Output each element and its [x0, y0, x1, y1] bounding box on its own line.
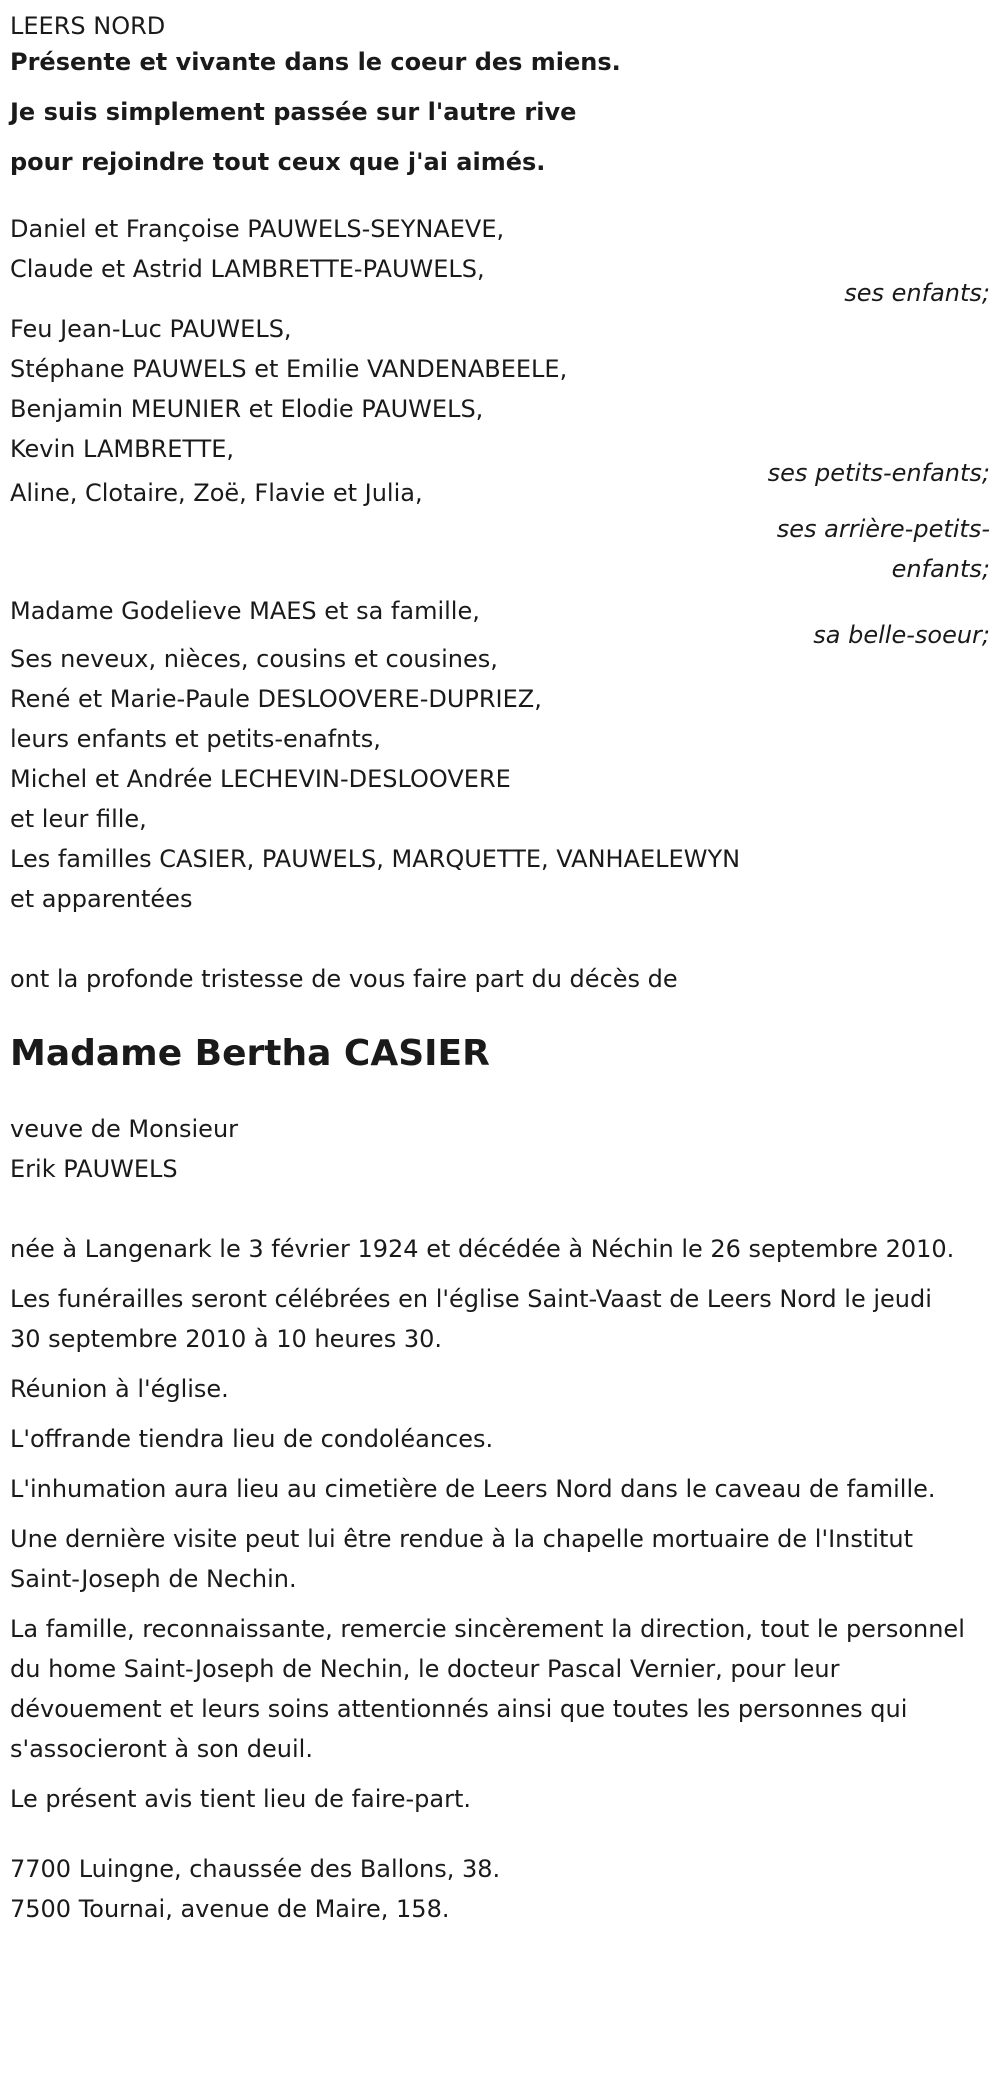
widow-block — [10, 1109, 990, 1189]
verse-line: pour rejoindre tout ceux que j'ai aimés. — [10, 148, 546, 176]
details-block — [10, 1229, 990, 1819]
family-line: Michel et Andrée LECHEVIN-DESLOOVERE — [10, 765, 511, 793]
detail-paragraph: Réunion à l'église. — [10, 1375, 229, 1403]
family-line: leurs enfants et petits-enafnts, — [10, 725, 381, 753]
detail-paragraph: La famille, reconnaissante, remercie sincèrement la direction, tout le personnel du home Saint-Joseph de Nechin, le docteur Pascal Vernier, pour leur dévouement et leurs soins attentionnés ainsi que toutes les personnes qui s'associeront à son deuil. — [10, 1615, 965, 1763]
family-line: Stéphane PAUWELS et Emilie VANDENABEELE, — [10, 355, 568, 383]
detail-paragraph: Le présent avis tient lieu de faire-part. — [10, 1785, 472, 1813]
detail-paragraph: née à Langenark le 3 février 1924 et décédée à Néchin le 26 septembre 2010. — [10, 1235, 955, 1263]
family-line: Aline, Clotaire, Zoë, Flavie et Julia, — [10, 479, 423, 507]
addresses-block — [10, 1849, 990, 1929]
family-line: et apparentées — [10, 885, 193, 913]
relation-label: enfants; — [891, 555, 990, 583]
verse-line: Présente et vivante dans le coeur des miens. — [10, 48, 621, 76]
grandchildren-group — [10, 309, 990, 493]
announcement-block — [10, 959, 990, 999]
detail-paragraph: Les funérailles seront célébrées en l'église Saint-Vaast de Leers Nord le jeudi 30 septembre 2010 à 10 heures 30. — [10, 1285, 932, 1353]
other-relatives-group — [10, 639, 990, 919]
widow-line: veuve de Monsieur — [10, 1115, 239, 1143]
detail-paragraph: L'inhumation aura lieu au cimetière de Leers Nord dans le caveau de famille. — [10, 1475, 936, 1503]
address-line: 7700 Luingne, chaussée des Ballons, 38. — [10, 1855, 501, 1883]
family-line: Benjamin MEUNIER et Elodie PAUWELS, — [10, 395, 484, 423]
family-line: Ses neveux, nièces, cousins et cousines, — [10, 645, 498, 673]
relation-label: ses enfants; — [844, 279, 990, 307]
detail-paragraph: L'offrande tiendra lieu de condoléances. — [10, 1425, 494, 1453]
relation-label: ses arrière-petits- — [776, 515, 990, 543]
family-line: Daniel et Françoise PAUWELS-SEYNAEVE, — [10, 215, 505, 243]
family-line: et leur fille, — [10, 805, 147, 833]
verse-line: Je suis simplement passée sur l'autre rive — [10, 98, 577, 126]
relation-label: ses petits-enfants; — [767, 459, 990, 487]
family-line: Les familles CASIER, PAUWELS, MARQUETTE, VANHAELEWYN — [10, 845, 741, 873]
death-notice — [10, 8, 990, 1929]
verse — [10, 37, 990, 187]
deceased-name: Madame Bertha CASIER — [10, 1033, 490, 1074]
detail-paragraph: Une dernière visite peut lui être rendue à la chapelle mortuaire de l'Institut Saint-Joseph de Nechin. — [10, 1525, 913, 1593]
family-line: Claude et Astrid LAMBRETTE-PAUWELS, — [10, 255, 485, 283]
widow-line: Erik PAUWELS — [10, 1155, 178, 1183]
family-line: René et Marie-Paule DESLOOVERE-DUPRIEZ, — [10, 685, 542, 713]
great-grandchildren-group — [10, 473, 990, 589]
announcement-text: ont la profonde tristesse de vous faire part du décès de — [10, 965, 678, 993]
location-heading: LEERS NORD — [10, 12, 166, 40]
family-line: Feu Jean-Luc PAUWELS, — [10, 315, 292, 343]
relation-label: sa belle-soeur; — [813, 621, 990, 649]
children-group — [10, 209, 990, 313]
family-line: Kevin LAMBRETTE, — [10, 435, 235, 463]
address-line: 7500 Tournai, avenue de Maire, 158. — [10, 1895, 450, 1923]
family-line: Madame Godelieve MAES et sa famille, — [10, 597, 480, 625]
